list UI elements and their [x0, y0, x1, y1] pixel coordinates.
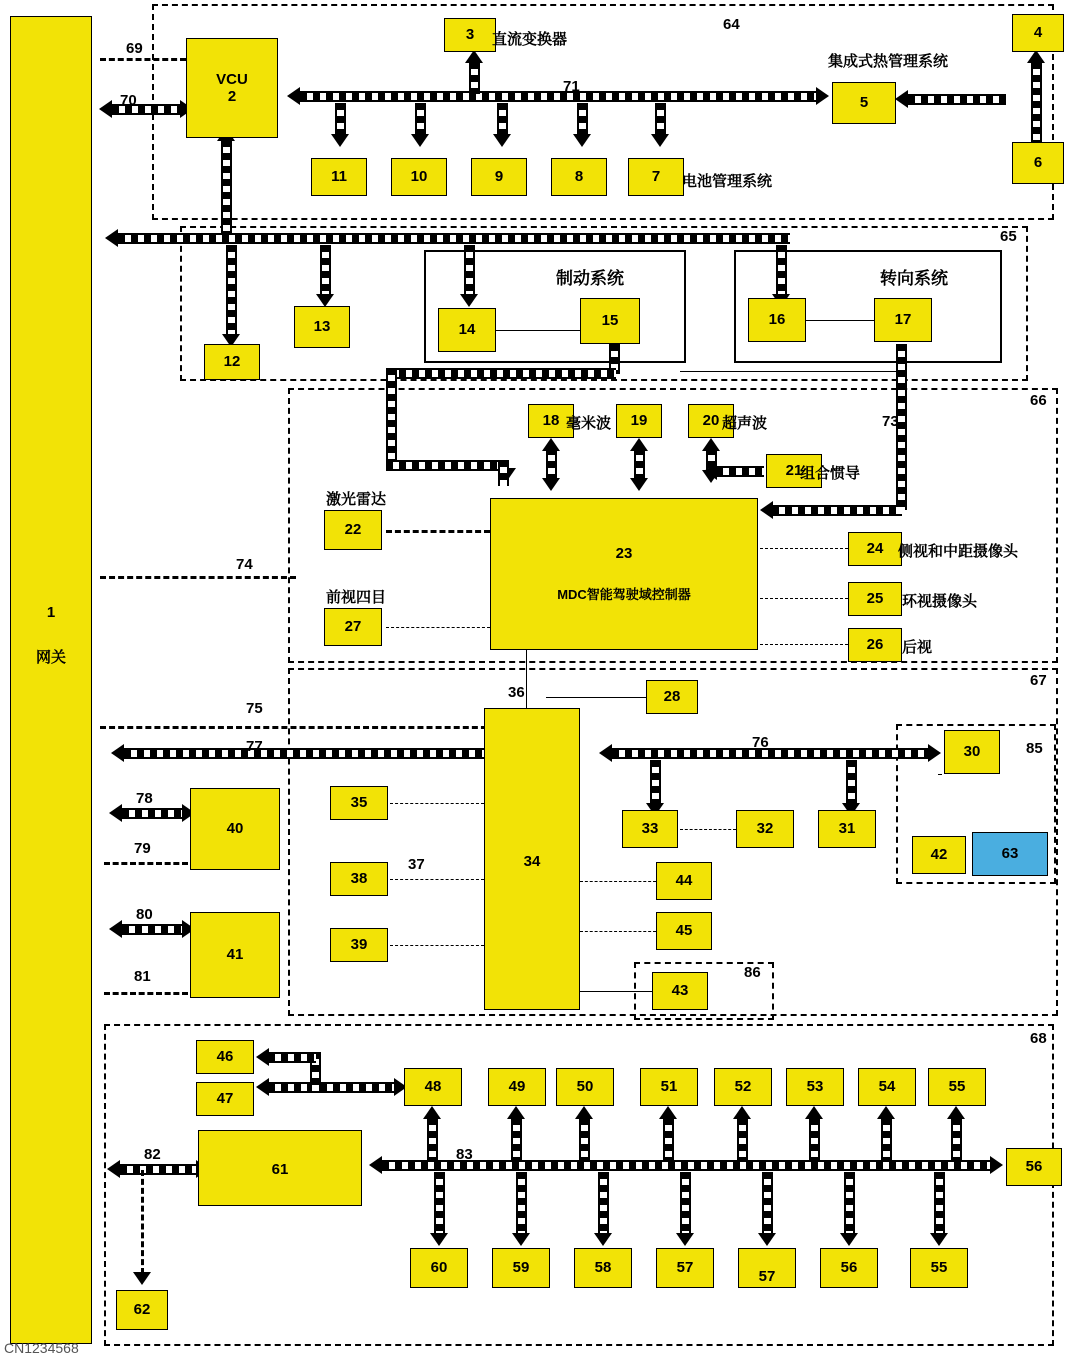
bus-36-label: 36: [508, 684, 525, 701]
node-62-body-controller[interactable]: [198, 1130, 362, 1206]
node-61[interactable]: [410, 1248, 468, 1288]
bus-78-label: 78: [136, 790, 153, 807]
node-57-number-static: 57: [758, 1268, 776, 1285]
label-lidar: 激光雷达: [326, 491, 387, 508]
node-62-number: 61: [271, 1161, 289, 1179]
bus-18-mdc: [546, 448, 557, 480]
bus-70-label: 70: [120, 92, 137, 109]
bus-73-label: 73: [882, 413, 899, 430]
node-19-number: 19: [630, 412, 648, 430]
bus-77-arrow-left: [111, 744, 124, 762]
node-9[interactable]: [471, 158, 527, 196]
node-41a-number: 42: [930, 846, 948, 864]
node-32-number: 33: [641, 820, 659, 838]
bus-83: [382, 1160, 990, 1171]
node-11-number: 11: [331, 168, 347, 186]
node-16[interactable]: [748, 298, 806, 342]
node-45-number: 47: [216, 1090, 234, 1108]
arrow-to-46: [423, 1106, 441, 1119]
label-rear: 后视: [902, 639, 933, 656]
node-39[interactable]: [190, 788, 280, 870]
group-66-label: 66: [1030, 392, 1047, 409]
node-4[interactable]: [1012, 14, 1064, 52]
label-surround: 环视摄像头: [902, 593, 978, 610]
node-23-mdc[interactable]: [490, 498, 758, 650]
arrow-to-44: [256, 1048, 269, 1066]
bus-71-stub-10: [415, 103, 426, 135]
gateway-block[interactable]: [10, 16, 92, 1344]
group-65-label: 65: [1000, 228, 1017, 245]
node-20-number: 20: [702, 412, 720, 430]
node-35-number: 38: [350, 870, 368, 888]
bus-15-to-mdc2: [386, 460, 504, 471]
node-31-number: 32: [756, 820, 774, 838]
node-9-number: 9: [494, 168, 504, 186]
node-6[interactable]: [1012, 142, 1064, 184]
node-30[interactable]: [818, 810, 876, 848]
node-56[interactable]: [820, 1248, 878, 1288]
node-41-in-86[interactable]: [652, 972, 708, 1010]
bus-82: [120, 1164, 198, 1175]
group-86-label: 86: [744, 964, 761, 981]
bus-70-arrow-left: [99, 100, 112, 118]
node-12[interactable]: [204, 344, 260, 380]
arrow-to-7: [651, 134, 669, 147]
bus-76: [612, 748, 928, 759]
node-30-number: 31: [838, 820, 856, 838]
node-57[interactable]: [738, 1248, 796, 1288]
line-17-bottom: [680, 371, 902, 372]
bus-71-stub-9: [497, 103, 508, 135]
node-46[interactable]: [404, 1068, 462, 1106]
node-8[interactable]: [551, 158, 607, 196]
node-55-number: 55: [930, 1259, 948, 1277]
bus-83-arrow-right: [990, 1156, 1003, 1174]
node-16-number: 16: [768, 311, 786, 329]
bus-83-up-49: [663, 1118, 674, 1160]
gateway-label: 网关: [35, 649, 66, 666]
line-38-33: [390, 945, 484, 946]
arrow-to-60: [512, 1233, 530, 1246]
arrow-to-47: [507, 1106, 525, 1119]
node-19[interactable]: [616, 404, 662, 438]
bus-83-up-51: [809, 1118, 820, 1160]
node-52-number: 54: [878, 1078, 896, 1096]
node-44[interactable]: [196, 1040, 254, 1074]
arrow-to-8: [573, 134, 591, 147]
bus-79-line: [104, 862, 188, 865]
node-17[interactable]: [874, 298, 932, 342]
line-23-26: [760, 644, 848, 645]
bus-15-left: [386, 368, 616, 379]
bus-83-dn-58: [680, 1172, 691, 1234]
bus-83-dn-59: [598, 1172, 609, 1234]
arrow-19-up: [630, 438, 648, 451]
bus-74-line: [100, 576, 296, 579]
bus-76-arrow-right: [928, 744, 941, 762]
node-55[interactable]: [910, 1248, 968, 1288]
node-53[interactable]: [928, 1068, 986, 1106]
brake-system-label: 制动系统: [556, 269, 624, 289]
label-bms: 电池管理系统: [682, 173, 773, 190]
line-23-33: [526, 650, 527, 712]
bus-76-stub-32: [650, 760, 661, 804]
node-59[interactable]: [574, 1248, 632, 1288]
node-7[interactable]: [628, 158, 684, 196]
bus-81-label: 81: [134, 968, 151, 985]
bus-71-label: 71: [563, 78, 580, 95]
node-50[interactable]: [714, 1068, 772, 1106]
bus-76-arrow-left: [599, 744, 612, 762]
node-56-number: 56: [840, 1259, 858, 1277]
bus-82-label: 82: [144, 1146, 161, 1163]
node-59-number: 58: [594, 1259, 612, 1277]
bus-71-stub-8: [577, 103, 588, 135]
bus-78-arrow-left: [109, 804, 122, 822]
steering-system-label: 转向系统: [880, 269, 948, 289]
bus-71-arrow-right: [816, 87, 829, 105]
gateway-number: 1: [46, 604, 56, 621]
label-ultra: 超声波: [722, 415, 768, 432]
bus-75-line: [100, 726, 496, 729]
line-23-25: [760, 598, 848, 599]
bus-81-line: [104, 992, 188, 995]
bus-74-label: 74: [236, 556, 253, 573]
node-40-number: 41: [226, 946, 244, 964]
node-18-number: 18: [542, 412, 560, 430]
bus-80-arrow-left: [109, 920, 122, 938]
node-26[interactable]: [848, 628, 902, 662]
bus-83-dn-55: [934, 1172, 945, 1234]
bus-83-dn-57: [762, 1172, 773, 1234]
node-47[interactable]: [488, 1068, 546, 1106]
bus-63-line: [141, 1170, 144, 1274]
node-6-number: 6: [1033, 154, 1043, 172]
arrow-to-5: [895, 90, 908, 108]
bus-77: [124, 748, 484, 759]
node-13[interactable]: [294, 306, 350, 348]
line-29-41: [938, 774, 942, 775]
bus-71: [300, 91, 816, 102]
bus-69-line: [100, 58, 186, 61]
bus-82-arrow-left: [107, 1160, 120, 1178]
node-47-number: 49: [508, 1078, 526, 1096]
bus-69-label: 69: [126, 40, 143, 57]
node-51-number: 53: [806, 1078, 824, 1096]
node-46-number: 48: [424, 1078, 442, 1096]
bus-44-in: [268, 1052, 316, 1063]
line-14-15: [496, 330, 580, 331]
node-60[interactable]: [492, 1248, 550, 1288]
line-27-mdc: [386, 627, 490, 628]
node-17-number: 17: [894, 311, 912, 329]
node-14-number: 14: [458, 321, 476, 339]
node-12-number: 12: [223, 353, 241, 371]
node-15[interactable]: [580, 298, 640, 344]
bus-83-up-46: [427, 1118, 438, 1160]
line-23-24: [760, 548, 848, 549]
bus-83-up-52: [881, 1118, 892, 1160]
node-41b-number: 43: [671, 982, 689, 1000]
label-frontcam: 前视四目: [326, 589, 387, 606]
arrow-to-55: [930, 1233, 948, 1246]
node-84[interactable]: [972, 832, 1048, 876]
line-35-33: [390, 879, 484, 880]
node-43-number: 45: [675, 922, 693, 940]
arrow-to-56: [840, 1233, 858, 1246]
node-11[interactable]: [311, 158, 367, 196]
arrow-to-45: [256, 1078, 269, 1096]
arrow-to-57: [758, 1233, 776, 1246]
bus-83-up-48: [579, 1118, 590, 1160]
bus-65-stub-14: [464, 245, 475, 295]
node-52[interactable]: [858, 1068, 916, 1106]
line-22-mdc: [386, 530, 490, 533]
node-3-number: 3: [465, 26, 475, 44]
bus-83-dn-61: [434, 1172, 445, 1234]
bus-83-dn-60: [516, 1172, 527, 1234]
bus-79-label: 79: [134, 840, 151, 857]
node-21-number: 21: [785, 462, 803, 480]
bus-73-left: [772, 505, 902, 516]
arrow-18-down: [542, 478, 560, 491]
node-38[interactable]: [330, 928, 388, 962]
node-39-number: 40: [226, 820, 244, 838]
group-68-label: 68: [1030, 1030, 1047, 1047]
arrow-73-left: [760, 501, 773, 519]
node-28[interactable]: [646, 680, 698, 714]
arrow-20-up: [702, 438, 720, 451]
label-dcdc: 直流变换器: [492, 31, 568, 48]
node-45[interactable]: [196, 1082, 254, 1116]
bus-76-stub-30: [846, 760, 857, 804]
figure-caption: CN1234568: [4, 1340, 79, 1353]
node-49[interactable]: [640, 1068, 698, 1106]
node-26-number: 26: [866, 636, 884, 654]
node-25-number: 25: [866, 590, 884, 608]
bus-21: [716, 466, 764, 477]
node-29[interactable]: [944, 730, 1000, 774]
bus-65-arrow-left: [105, 229, 118, 247]
bus-15-to-mdc3: [498, 460, 509, 486]
node-22[interactable]: [324, 510, 382, 550]
node-43[interactable]: [656, 912, 712, 950]
node-51[interactable]: [786, 1068, 844, 1106]
node-33-cockpit[interactable]: [484, 708, 580, 1010]
node-22-number: 22: [344, 521, 362, 539]
arrow-to-50: [733, 1106, 751, 1119]
group-85-label: 85: [1026, 740, 1043, 757]
node-84-number: 63: [1001, 845, 1019, 863]
line-41-33: [580, 991, 652, 992]
bus-83-up-50: [737, 1118, 748, 1160]
node-3[interactable]: [444, 18, 496, 52]
arrow-19-down: [630, 478, 648, 491]
bus-76-label: 76: [752, 734, 769, 751]
arrow-to-14: [460, 294, 478, 307]
line-16-17: [806, 320, 874, 321]
line-32-31: [680, 829, 736, 830]
bus-83-up-53: [951, 1118, 962, 1160]
bus-65-stub-13: [320, 245, 331, 295]
arrow-to-51: [805, 1106, 823, 1119]
arrow-to-52: [877, 1106, 895, 1119]
node-34[interactable]: [330, 786, 388, 820]
arrow-to-58: [676, 1233, 694, 1246]
bus-71-stub-7: [655, 103, 666, 135]
label-sidecam: 侧视和中距摄像头: [898, 543, 1019, 560]
node-27-number: 27: [344, 618, 362, 636]
label-thermal: 集成式热管理系统: [828, 53, 949, 70]
group-64-label: 64: [723, 16, 740, 33]
bus-71-stub-3: [469, 62, 480, 94]
node-23-number: 23: [615, 544, 633, 562]
node-33-number: 34: [523, 853, 541, 871]
node-24[interactable]: [848, 532, 902, 566]
node-5-number: 5: [859, 94, 869, 112]
bus-83-dn-56: [844, 1172, 855, 1234]
bus-83-up-47: [511, 1118, 522, 1160]
label-mmw: 毫米波: [566, 415, 612, 432]
bus-19-mdc: [634, 448, 645, 480]
arrow-21-left: [704, 462, 717, 480]
bus-77-label: 77: [246, 738, 263, 755]
node-63[interactable]: [116, 1290, 168, 1330]
node-2-vcu[interactable]: [186, 38, 278, 138]
node-10-number: 10: [410, 168, 428, 186]
bus-71-arrow-left: [287, 87, 300, 105]
node-58[interactable]: [656, 1248, 714, 1288]
line-34-33: [390, 803, 484, 804]
node-27[interactable]: [324, 608, 382, 646]
bus-44-45-out: [268, 1082, 394, 1093]
node-41-in-85[interactable]: [912, 836, 966, 874]
node-38-number: 39: [350, 936, 368, 954]
bus-4-6: [1031, 62, 1042, 154]
bus-80: [122, 924, 182, 935]
node-25[interactable]: [848, 582, 902, 616]
node-4-number: 4: [1033, 24, 1043, 42]
arrow-18-up: [542, 438, 560, 451]
node-60-number: 59: [512, 1259, 530, 1277]
bus-65: [118, 233, 790, 244]
node-28-number: 28: [663, 688, 681, 706]
arrow-to-48: [575, 1106, 593, 1119]
node-44-number: 46: [216, 1048, 234, 1066]
node-15-number: 15: [601, 312, 619, 330]
bus-78: [122, 808, 182, 819]
node-5[interactable]: [832, 82, 896, 124]
node-32[interactable]: [622, 810, 678, 848]
node-24-number: 24: [866, 540, 884, 558]
line-42-33: [580, 881, 656, 882]
bus-65-stub-12: [226, 245, 237, 335]
node-49-number: 51: [660, 1078, 678, 1096]
node-50-number: 52: [734, 1078, 752, 1096]
node-10[interactable]: [391, 158, 447, 196]
node-63-number: 62: [133, 1301, 151, 1319]
bus-65-stub-16: [776, 245, 787, 295]
node-40[interactable]: [190, 912, 280, 998]
node-35[interactable]: [330, 862, 388, 896]
arrow-to-63: [133, 1272, 151, 1285]
node-54-number: 56: [1025, 1158, 1043, 1176]
node-53-number: 55: [948, 1078, 966, 1096]
node-42-number: 44: [675, 872, 693, 890]
node-31[interactable]: [736, 810, 794, 848]
node-58-number: 57: [676, 1259, 694, 1277]
bus-71-stub-11: [335, 103, 346, 135]
node-34-number: 35: [350, 794, 368, 812]
arrow-to-61: [430, 1233, 448, 1246]
node-14[interactable]: [438, 308, 496, 352]
node-54[interactable]: [1006, 1148, 1062, 1186]
node-23-subtitle: MDC智能驾驶域控制器: [557, 587, 691, 603]
node-8-number: 8: [574, 168, 584, 186]
bus-83-label: 83: [456, 1146, 473, 1163]
node-13-number: 13: [313, 318, 331, 336]
line-43-33: [580, 931, 656, 932]
bus-75-label: 75: [246, 700, 263, 717]
line-28-33: [546, 697, 646, 698]
bus-5-to-thermal: [908, 94, 1006, 105]
arrow-to-53: [947, 1106, 965, 1119]
bus-80-label: 80: [136, 906, 153, 923]
group-67-label: 67: [1030, 672, 1047, 689]
bus-15-to-mdc: [386, 368, 397, 468]
node-2-number: 2: [227, 88, 237, 105]
arrow-to-9: [493, 134, 511, 147]
bus-vcu-down: [221, 140, 232, 240]
arrow-to-11: [331, 134, 349, 147]
bus-37-label: 37: [408, 856, 425, 873]
arrow-to-10: [411, 134, 429, 147]
node-48[interactable]: [556, 1068, 614, 1106]
arrow-to-49: [659, 1106, 677, 1119]
node-7-number: 7: [651, 168, 661, 186]
node-42[interactable]: [656, 862, 712, 900]
node-29-number: 30: [963, 743, 981, 761]
bus-83-arrow-left: [369, 1156, 382, 1174]
node-48-number: 50: [576, 1078, 594, 1096]
node-2-title: VCU: [216, 70, 248, 88]
arrow-to-59: [594, 1233, 612, 1246]
node-61-number: 60: [430, 1259, 448, 1277]
label-imu: 组合惯导: [800, 465, 861, 482]
